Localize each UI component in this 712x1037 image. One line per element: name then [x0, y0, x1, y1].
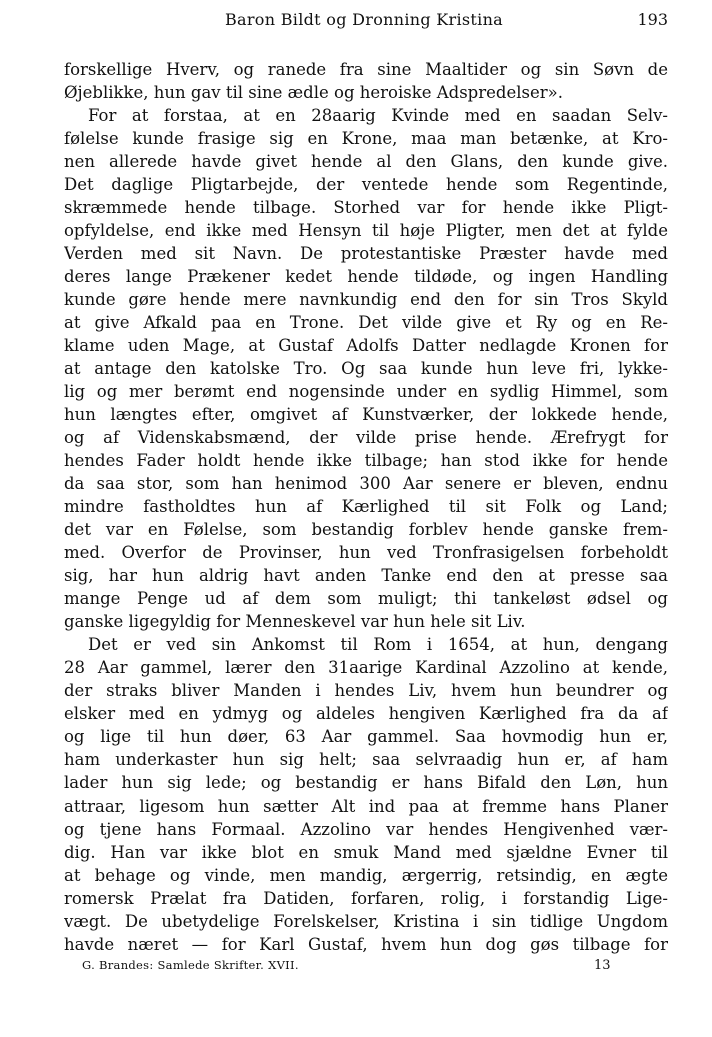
text-line: kunde gøre hende mere navnkundig end den for sin Tros Skyld [64, 290, 668, 310]
page-footer [82, 958, 622, 978]
text-line: lig og mer berømt end nogensinde under en sydlig Himmel, som [64, 382, 668, 402]
text-line: sig, har hun aldrig havt anden Tanke end den at presse saa [64, 566, 668, 586]
text-line: attraar, ligesom hun sætter Alt ind paa at fremme hans Planer [64, 796, 668, 816]
page-number: 193 [637, 10, 668, 29]
text-line: romersk Prælat fra Datiden, forfaren, rolig, i forstandig Lige- [64, 888, 668, 908]
text-line: følelse kunde frasige sig en Krone, maa man betænke, at Kro- [64, 129, 668, 149]
signature-mark: G. Brandes: Samlede Skrifter. XVII. [82, 958, 299, 972]
text-line: da saa stor, som han henimod 300 Aar senere er bleven, endnu [64, 474, 668, 494]
text-line: at antage den katolske Tro. Og saa kunde hun leve fri, lykke- [64, 359, 668, 379]
text-line: at give Afkald paa en Trone. Det vilde give et Ry og en Re- [64, 313, 668, 333]
text-line: nen allerede havde givet hende al den Glans, den kunde give. [64, 152, 668, 172]
text-line: og af Videnskabsmænd, der vilde prise hende. Ærefrygt for [64, 428, 668, 448]
text-line: med. Overfor de Provinser, hun ved Tronfrasigelsen forbeholdt [64, 543, 668, 563]
text-line: forskellige Hverv, og ranede fra sine Maaltider og sin Søvn de [64, 60, 668, 79]
text-line: vægt. De ubetydelige Forelskelser, Kristina i sin tidlige Ungdom [64, 911, 668, 931]
text-line: For at forstaa, at en 28aarig Kvinde med en saadan Selv- [88, 106, 668, 126]
text-line: elsker med en ydmyg og aldeles hengiven Kærlighed fra da af [64, 704, 668, 724]
text-line: havde næret — for Karl Gustaf, hvem hun dog gøs tilbage for [64, 934, 668, 954]
text-line: skræmmede hende tilbage. Storhed var for hende ikke Pligt- [64, 198, 668, 218]
running-head [60, 10, 668, 36]
text-line: at behage og vinde, men mandig, ærgerrig, retsindig, en ægte [64, 865, 668, 885]
sheet-number: 13 [594, 958, 611, 973]
text-line: mindre fastholdtes hun af Kærlighed til sit Folk og Land; [64, 497, 668, 517]
text-line: hendes Fader holdt hende ikke tilbage; han stod ikke for hende [64, 451, 668, 471]
text-line: ganske ligegyldig for Menneskevel var hun hele sit Liv. [64, 612, 526, 632]
text-line: 28 Aar gammel, lærer den 31aarige Kardinal Azzolino at kende, [64, 658, 668, 678]
running-title: Baron Bildt og Dronning Kristina [224, 10, 504, 29]
text-line: Øjeblikke, hun gav til sine ædle og heroiske Adspredelser». [64, 83, 563, 103]
text-line: og tjene hans Formaal. Azzolino var hendes Hengivenhed vær- [64, 819, 668, 839]
text-line: dig. Han var ikke blot en smuk Mand med sjældne Evner til [64, 842, 668, 862]
text-line: opfyldelse, end ikke med Hensyn til høje Pligter, men det at fylde [64, 221, 668, 241]
text-line: hun længtes efter, omgivet af Kunstværker, der lokkede hende, [64, 405, 668, 425]
text-line: Det daglige Pligtarbejde, der ventede hende som Regentinde, [64, 175, 668, 195]
text-line: og lige til hun døer, 63 Aar gammel. Saa hovmodig hun er, [64, 727, 668, 747]
text-line: klame uden Mage, at Gustaf Adolfs Datter nedlagde Kronen for [64, 336, 668, 356]
text-line: deres lange Prækener kedet hende tildøde, og ingen Handling [64, 267, 668, 287]
text-line: Verden med sit Navn. De protestantiske Præster havde med [64, 244, 668, 264]
text-line: lader hun sig lede; og bestandig er hans Bifald den Løn, hun [64, 773, 668, 793]
text-line: mange Penge ud af dem som muligt; thi tankeløst ødsel og [64, 589, 668, 609]
text-line: ham underkaster hun sig helt; saa selvraadig hun er, af ham [64, 750, 668, 770]
text-line: det var en Følelse, som bestandig forblev hende ganske frem- [64, 520, 668, 540]
body-text [64, 58, 668, 956]
text-line: Det er ved sin Ankomst til Rom i 1654, at hun, dengang [88, 635, 668, 655]
text-line: der straks bliver Manden i hendes Liv, hvem hun beundrer og [64, 681, 668, 701]
